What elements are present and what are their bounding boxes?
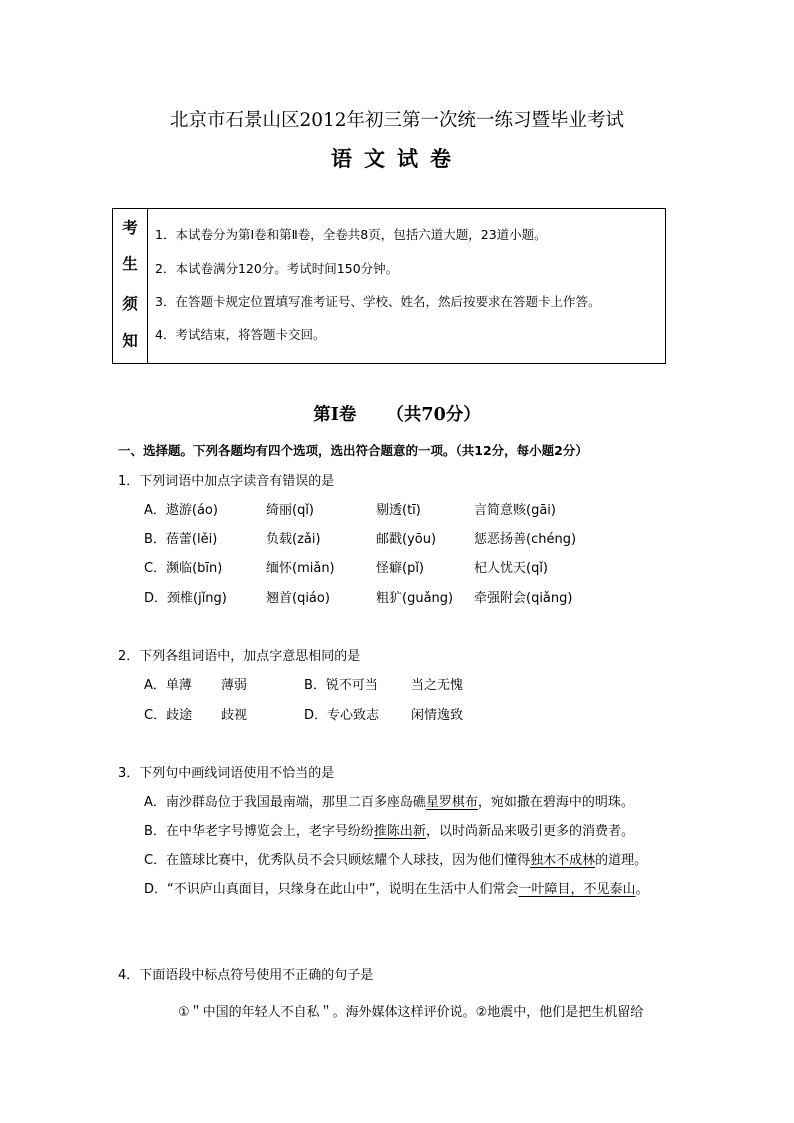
q1-option: 言简意赅(gāi) — [474, 503, 556, 518]
notice-line: 3．在答题卡规定位置填写准考证号、学校、姓名，然后按要求在答题卡上作答。 — [155, 294, 601, 309]
notice-line: 2．本试卷满分120分。考试时间150分钟。 — [155, 261, 399, 276]
notice-label-char: 知 — [122, 331, 138, 350]
q2-option: 薄弱 — [221, 678, 248, 693]
q3-text: 。 — [635, 882, 649, 897]
q2-option: D．专心致志 — [304, 708, 380, 723]
q3-text: ，宛如撒在碧海中的明珠。 — [477, 795, 634, 810]
q2-option: 歧视 — [221, 708, 248, 723]
q3-option-c — [144, 849, 647, 868]
part-one-label: 第Ⅰ卷 — [313, 405, 357, 425]
question-4-stem: 4．下面语段中标点符号使用不正确的句子是 — [118, 968, 374, 983]
q1-option: 负载(zǎi) — [266, 532, 321, 547]
candidate-notice-box — [112, 208, 666, 364]
q3-text: 的道理。 — [595, 853, 648, 868]
q1-option: D．颈椎(jǐng) — [144, 591, 227, 606]
notice-label-char: 考 — [122, 218, 138, 237]
q1-option: 怪癖(pǐ) — [376, 561, 425, 576]
question-4-passage: ①＂中国的年轻人不自私＂。海外媒体这样评价说。②地震中，他们是把生机留给 — [178, 1005, 644, 1020]
q3-underlined-phrase: 独木不成林 — [530, 853, 596, 868]
q1-option: B．蓓蕾(lěi) — [144, 532, 218, 547]
q3-text: B．在中华老字号博览会上，老字号纷纷 — [144, 824, 374, 839]
q1-option: 牵强附会(qiǎng) — [474, 591, 573, 606]
q3-option-b — [144, 820, 634, 839]
notice-label-column — [113, 209, 148, 363]
question-1-stem: 1．下列词语中加点字读音有错误的是 — [118, 474, 335, 489]
section-one-heading: 一、选择题。下列各题均有四个选项，选出符合题意的一项。（共12分，每小题2分） — [118, 443, 588, 458]
q3-text: D．“不识庐山真面目，只缘身在此山中”，说明在生活中人们常会 — [144, 882, 519, 897]
q3-underlined-phrase: 一叶障目，不见泰山 — [518, 882, 636, 897]
question-2-stem: 2．下列各组词语中，加点字意思相同的是 — [118, 649, 361, 664]
q2-option: A．单薄 — [144, 678, 192, 693]
q1-option: 剔透(tī) — [376, 503, 421, 518]
part-one-score: （共70分） — [386, 405, 481, 425]
exam-header-title: 北京市石景山区2012年初三第一次统一练习暨毕业考试 — [169, 110, 625, 131]
q1-option: 缅怀(miǎn) — [266, 561, 335, 576]
q1-option: 绮丽(qǐ) — [266, 503, 315, 518]
q1-option: 杞人忧天(qǐ) — [474, 561, 549, 576]
q2-option: 闲情逸致 — [411, 708, 464, 723]
subject-title: 语文试卷 — [331, 146, 463, 171]
q2-option: B．锐不可当 — [304, 678, 378, 693]
q3-text: C．在篮球比赛中，优秀队员不会只顾炫耀个人球技，因为他们懂得 — [144, 853, 531, 868]
q1-option: 邮戳(yōu) — [376, 532, 437, 547]
q1-option: A．遨游(áo) — [144, 503, 218, 518]
q3-text: ，以时尚新品来吸引更多的消费者。 — [425, 824, 634, 839]
notice-label-char: 须 — [122, 294, 138, 313]
question-3-stem: 3．下列句中画线词语使用不恰当的是 — [118, 766, 335, 781]
q1-option: 惩恶扬善(chéng) — [474, 532, 577, 547]
q3-text: A．南沙群岛位于我国最南端，那里二百多座岛礁 — [144, 795, 426, 810]
notice-line: 4．考试结束，将答题卡交回。 — [155, 327, 326, 342]
q3-option-d — [144, 878, 649, 897]
q2-option: 当之无愧 — [411, 678, 464, 693]
notice-line: 1．本试卷分为第Ⅰ卷和第Ⅱ卷，全卷共8页，包括六道大题，23道小题。 — [155, 227, 547, 242]
notice-label-char: 生 — [122, 254, 138, 273]
q1-option: 翘首(qiáo) — [266, 591, 330, 606]
part-one-title — [0, 401, 794, 426]
q1-option: C．濒临(bīn) — [144, 561, 223, 576]
q2-option: C．歧途 — [144, 708, 193, 723]
q3-underlined-phrase: 推陈出新 — [373, 824, 426, 839]
q3-option-a — [144, 791, 634, 810]
q1-option: 粗犷(guǎng) — [376, 591, 454, 606]
q3-underlined-phrase: 星罗棋布 — [425, 795, 478, 810]
